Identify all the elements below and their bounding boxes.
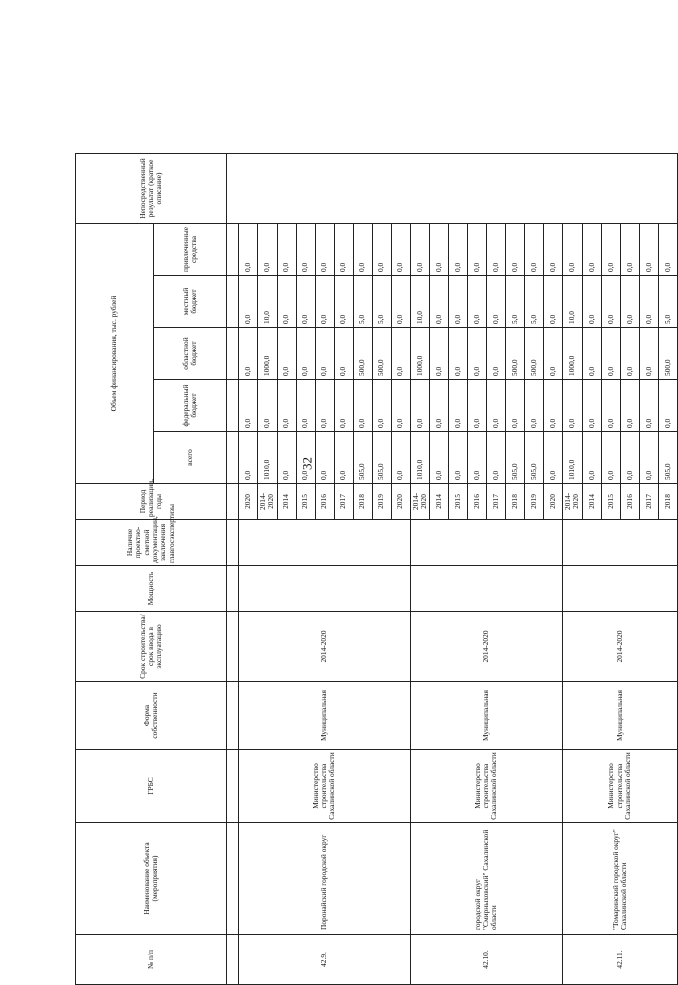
section-ownership: Муниципальная bbox=[239, 682, 411, 750]
section-grbs: Министерство строительства Сахалинской области bbox=[410, 750, 563, 823]
value-cell: 0,0 bbox=[563, 380, 583, 432]
section-capacity bbox=[563, 566, 678, 612]
value-cell: 0,0 bbox=[487, 328, 506, 380]
value-cell: 10,0 bbox=[410, 276, 430, 328]
section-name: Поронайский городской округ bbox=[239, 823, 411, 935]
header-project-doc: Наличие проектно-сметной документации, заключения главгосэкспертизы bbox=[76, 520, 227, 566]
value-cell: 0,0 bbox=[296, 276, 315, 328]
value-cell: 0,0 bbox=[430, 432, 449, 484]
value-cell: 0,0 bbox=[315, 432, 334, 484]
value-cell: 0,0 bbox=[239, 276, 258, 328]
value-cell: 0,0 bbox=[296, 328, 315, 380]
table-cell bbox=[227, 520, 239, 566]
period-cell: 2017 bbox=[639, 484, 658, 520]
value-cell: 0,0 bbox=[601, 276, 620, 328]
value-cell: 1010,0 bbox=[563, 432, 583, 484]
value-cell: 1000,0 bbox=[563, 328, 583, 380]
period-cell: 2020 bbox=[391, 484, 410, 520]
value-cell: 0,0 bbox=[506, 380, 525, 432]
table-cell bbox=[227, 380, 239, 432]
rotated-document-page bbox=[75, 158, 672, 985]
period-cell: 2016 bbox=[315, 484, 334, 520]
value-cell: 0,0 bbox=[525, 223, 544, 275]
value-cell: 0,0 bbox=[430, 380, 449, 432]
table-row bbox=[410, 153, 430, 984]
value-cell: 0,0 bbox=[620, 380, 639, 432]
value-cell: 500,0 bbox=[353, 328, 372, 380]
value-cell: 5,0 bbox=[353, 276, 372, 328]
value-cell: 0,0 bbox=[391, 380, 410, 432]
value-cell: 0,0 bbox=[544, 276, 563, 328]
value-cell: 0,0 bbox=[391, 432, 410, 484]
table-row bbox=[239, 153, 258, 984]
value-cell: 0,0 bbox=[487, 223, 506, 275]
page-number: 32 bbox=[299, 457, 315, 470]
value-cell: 10,0 bbox=[258, 276, 278, 328]
value-cell: 0,0 bbox=[449, 223, 468, 275]
value-cell: 0,0 bbox=[658, 380, 677, 432]
header-term: Срок строительства/срок ввода в эксплуатацию bbox=[76, 612, 227, 682]
financing-table bbox=[75, 153, 678, 985]
section-grbs: Министерство строительства Сахалинской области bbox=[239, 750, 411, 823]
section-num: 42.9. bbox=[239, 935, 411, 985]
value-cell: 0,0 bbox=[315, 276, 334, 328]
table-cell bbox=[227, 823, 239, 935]
period-cell: 2018 bbox=[506, 484, 525, 520]
value-cell: 0,0 bbox=[334, 276, 353, 328]
value-cell: 0,0 bbox=[391, 276, 410, 328]
period-cell: 2014 bbox=[582, 484, 601, 520]
value-cell: 0,0 bbox=[620, 276, 639, 328]
value-cell: 1010,0 bbox=[410, 432, 430, 484]
value-cell: 0,0 bbox=[658, 223, 677, 275]
section-project-doc bbox=[239, 520, 411, 566]
value-cell: 0,0 bbox=[296, 432, 315, 484]
value-cell: 0,0 bbox=[468, 328, 487, 380]
value-cell: 0,0 bbox=[582, 223, 601, 275]
value-cell: 500,0 bbox=[506, 328, 525, 380]
value-cell: 0,0 bbox=[449, 432, 468, 484]
value-cell: 0,0 bbox=[239, 223, 258, 275]
table-cell bbox=[227, 612, 239, 682]
section-ownership: Муниципальная bbox=[563, 682, 678, 750]
period-cell: 2014-2020 bbox=[563, 484, 583, 520]
value-cell: 0,0 bbox=[239, 432, 258, 484]
value-cell: 0,0 bbox=[544, 223, 563, 275]
period-cell: 2016 bbox=[620, 484, 639, 520]
section-term: 2014-2020 bbox=[563, 612, 678, 682]
value-cell: 0,0 bbox=[353, 380, 372, 432]
value-cell: 10,0 bbox=[563, 276, 583, 328]
period-cell: 2015 bbox=[601, 484, 620, 520]
period-cell: 2017 bbox=[487, 484, 506, 520]
value-cell: 0,0 bbox=[601, 328, 620, 380]
result-cell bbox=[227, 153, 678, 223]
value-cell: 0,0 bbox=[391, 223, 410, 275]
value-cell: 0,0 bbox=[449, 276, 468, 328]
value-cell: 0,0 bbox=[601, 380, 620, 432]
section-capacity bbox=[239, 566, 411, 612]
value-cell: 0,0 bbox=[544, 328, 563, 380]
period-cell: 2020 bbox=[544, 484, 563, 520]
value-cell: 5,0 bbox=[506, 276, 525, 328]
value-cell: 0,0 bbox=[277, 276, 296, 328]
value-cell: 0,0 bbox=[353, 223, 372, 275]
value-cell: 500,0 bbox=[372, 328, 391, 380]
header-ownership: Форма собственности bbox=[76, 682, 227, 750]
value-cell: 0,0 bbox=[430, 223, 449, 275]
value-cell: 500,0 bbox=[658, 328, 677, 380]
value-cell: 0,0 bbox=[525, 380, 544, 432]
section-term: 2014-2020 bbox=[239, 612, 411, 682]
value-cell: 0,0 bbox=[563, 223, 583, 275]
value-cell: 0,0 bbox=[639, 432, 658, 484]
value-cell: 0,0 bbox=[430, 276, 449, 328]
value-cell: 0,0 bbox=[582, 328, 601, 380]
value-cell: 0,0 bbox=[449, 380, 468, 432]
section-num: 42.11. bbox=[563, 935, 678, 985]
period-cell: 2014-2020 bbox=[410, 484, 430, 520]
value-cell: 0,0 bbox=[544, 380, 563, 432]
value-cell: 0,0 bbox=[315, 223, 334, 275]
period-cell: 2015 bbox=[449, 484, 468, 520]
value-cell: 0,0 bbox=[639, 276, 658, 328]
value-cell: 0,0 bbox=[239, 380, 258, 432]
value-cell: 0,0 bbox=[449, 328, 468, 380]
header-num: № п/п bbox=[76, 935, 227, 985]
section-term: 2014-2020 bbox=[410, 612, 563, 682]
value-cell: 0,0 bbox=[410, 380, 430, 432]
value-cell: 0,0 bbox=[334, 380, 353, 432]
value-cell: 0,0 bbox=[487, 276, 506, 328]
table-row bbox=[563, 153, 583, 984]
value-cell: 0,0 bbox=[601, 432, 620, 484]
header-federal: федеральный бюджет bbox=[154, 380, 227, 432]
value-cell: 0,0 bbox=[639, 380, 658, 432]
value-cell: 1000,0 bbox=[410, 328, 430, 380]
header-local: местный бюджет bbox=[154, 276, 227, 328]
section-project-doc bbox=[410, 520, 563, 566]
value-cell: 0,0 bbox=[391, 328, 410, 380]
value-cell: 0,0 bbox=[582, 432, 601, 484]
header-attracted: привлеченные средства bbox=[154, 223, 227, 275]
value-cell: 0,0 bbox=[277, 380, 296, 432]
table-cell bbox=[227, 223, 239, 275]
section-name: городской округ "Смирныховский" Сахалинской области bbox=[410, 823, 563, 935]
value-cell: 505,0 bbox=[525, 432, 544, 484]
value-cell: 505,0 bbox=[506, 432, 525, 484]
value-cell: 0,0 bbox=[582, 276, 601, 328]
value-cell: 0,0 bbox=[639, 223, 658, 275]
period-cell: 2015 bbox=[296, 484, 315, 520]
header-finance: Объем финансирования, тыс. рублей bbox=[76, 223, 154, 483]
section-num: 42.10. bbox=[410, 935, 563, 985]
table-cell bbox=[227, 682, 239, 750]
value-cell: 505,0 bbox=[658, 432, 677, 484]
section-grbs: Министерство строительства Сахалинской области bbox=[563, 750, 678, 823]
value-cell: 0,0 bbox=[334, 223, 353, 275]
header-grbs: ГРБС bbox=[76, 750, 227, 823]
value-cell: 0,0 bbox=[258, 223, 278, 275]
value-cell: 0,0 bbox=[506, 223, 525, 275]
period-cell: 2016 bbox=[468, 484, 487, 520]
value-cell: 1010,0 bbox=[258, 432, 278, 484]
value-cell: 0,0 bbox=[468, 432, 487, 484]
table-cell bbox=[227, 432, 239, 484]
period-cell: 2018 bbox=[658, 484, 677, 520]
value-cell: 0,0 bbox=[487, 432, 506, 484]
value-cell: 0,0 bbox=[468, 223, 487, 275]
section-capacity bbox=[410, 566, 563, 612]
period-cell: 2020 bbox=[239, 484, 258, 520]
value-cell: 0,0 bbox=[277, 328, 296, 380]
value-cell: 0,0 bbox=[315, 380, 334, 432]
value-cell: 505,0 bbox=[353, 432, 372, 484]
table-cell bbox=[227, 935, 239, 985]
value-cell: 0,0 bbox=[410, 223, 430, 275]
period-cell: 2019 bbox=[372, 484, 391, 520]
period-cell: 2019 bbox=[525, 484, 544, 520]
value-cell: 0,0 bbox=[601, 223, 620, 275]
value-cell: 0,0 bbox=[372, 380, 391, 432]
period-cell: 2018 bbox=[353, 484, 372, 520]
value-cell: 0,0 bbox=[487, 380, 506, 432]
value-cell: 0,0 bbox=[372, 223, 391, 275]
table-cell bbox=[227, 484, 239, 520]
value-cell: 0,0 bbox=[296, 223, 315, 275]
value-cell: 1000,0 bbox=[258, 328, 278, 380]
value-cell: 0,0 bbox=[277, 432, 296, 484]
value-cell: 0,0 bbox=[258, 380, 278, 432]
value-cell: 0,0 bbox=[468, 380, 487, 432]
period-cell: 2014 bbox=[277, 484, 296, 520]
value-cell: 5,0 bbox=[372, 276, 391, 328]
value-cell: 5,0 bbox=[658, 276, 677, 328]
header-result: Непосредственный результат (краткое описание) bbox=[76, 153, 227, 223]
table-cell bbox=[227, 750, 239, 823]
value-cell: 0,0 bbox=[334, 328, 353, 380]
header-capacity: Мощность bbox=[76, 566, 227, 612]
value-cell: 0,0 bbox=[620, 432, 639, 484]
table-cell bbox=[227, 566, 239, 612]
value-cell: 0,0 bbox=[277, 223, 296, 275]
header-period: Период реализации, годы bbox=[76, 484, 227, 520]
period-cell: 2017 bbox=[334, 484, 353, 520]
value-cell: 0,0 bbox=[239, 328, 258, 380]
value-cell: 0,0 bbox=[620, 328, 639, 380]
header-regional: областной бюджет bbox=[154, 328, 227, 380]
table-cell bbox=[227, 276, 239, 328]
value-cell: 0,0 bbox=[639, 328, 658, 380]
value-cell: 0,0 bbox=[315, 328, 334, 380]
period-cell: 2014-2020 bbox=[258, 484, 278, 520]
header-name: Наименование объекта (мероприятия) bbox=[76, 823, 227, 935]
value-cell: 0,0 bbox=[334, 432, 353, 484]
header-total: всего bbox=[154, 432, 227, 484]
section-project-doc bbox=[563, 520, 678, 566]
value-cell: 0,0 bbox=[468, 276, 487, 328]
value-cell: 0,0 bbox=[430, 328, 449, 380]
value-cell: 0,0 bbox=[582, 380, 601, 432]
period-cell: 2014 bbox=[430, 484, 449, 520]
value-cell: 0,0 bbox=[544, 432, 563, 484]
value-cell: 500,0 bbox=[525, 328, 544, 380]
section-name: "Томаринский городской округ" Сахалинской области bbox=[563, 823, 678, 935]
section-ownership: Муниципальная bbox=[410, 682, 563, 750]
value-cell: 505,0 bbox=[372, 432, 391, 484]
value-cell: 0,0 bbox=[620, 223, 639, 275]
value-cell: 5,0 bbox=[525, 276, 544, 328]
table-cell bbox=[227, 328, 239, 380]
value-cell: 0,0 bbox=[296, 380, 315, 432]
